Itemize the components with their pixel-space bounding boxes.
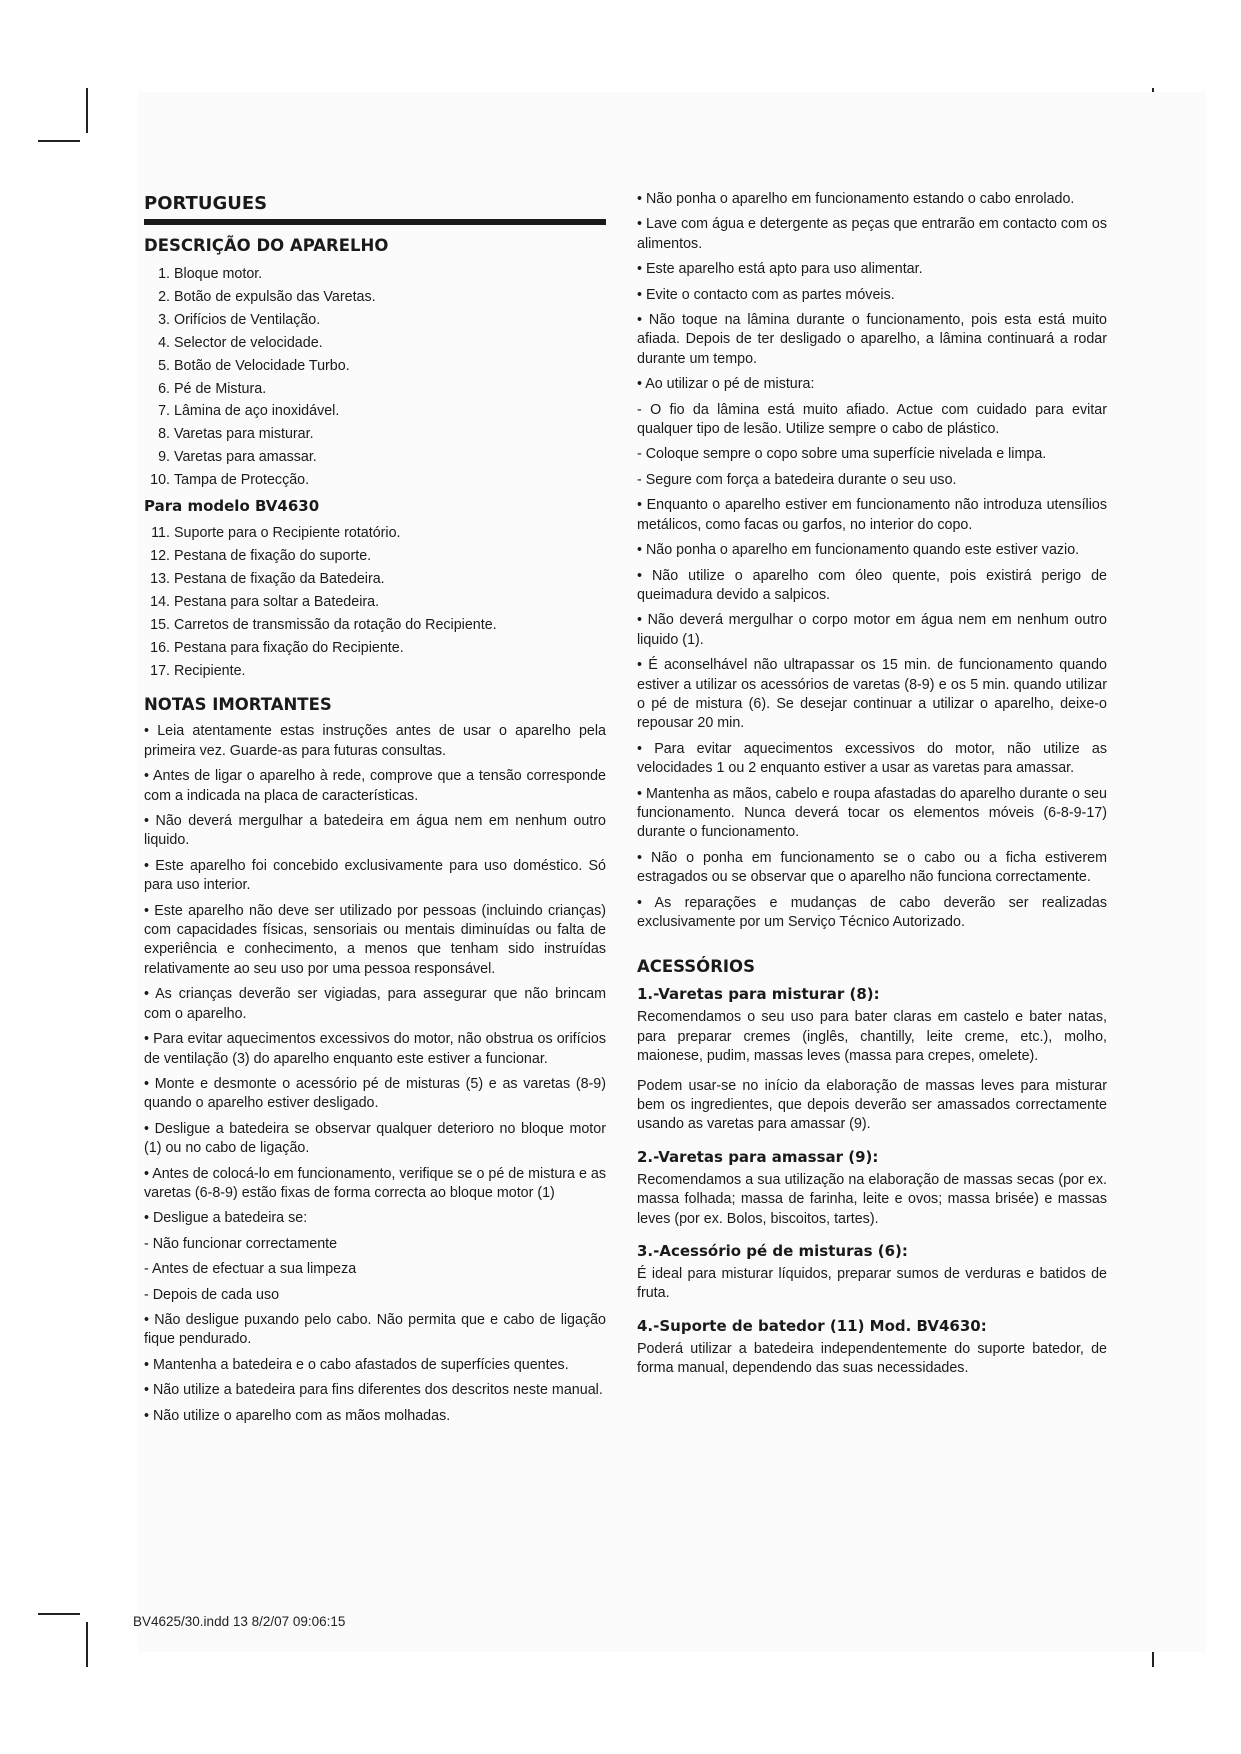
note-paragraph: • Não deverá mergulhar o corpo motor em água nem em nenhum outro liquido (1).	[637, 612, 1107, 648]
list-item	[144, 469, 606, 492]
crop-mark	[38, 1613, 80, 1615]
item-number: 17.	[150, 662, 170, 679]
list-item	[144, 286, 606, 309]
note-paragraph: • Não utilize o aparelho com óleo quente, pois existirá perigo de queimadura devido a salpicos.	[637, 567, 1107, 603]
note-paragraph: • É aconselhável não ultrapassar os 15 min. de funcionamento quando estiver a utilizar os acessórios de varetas (8-9) e os 5 min. quando utilizar o pé de mistura (6). Se desejar continuar a utilizar o aparelho, deixe-o repousar 20 min.	[637, 657, 1107, 732]
note-paragraph: • Não toque na lâmina durante o funcionamento, pois esta está muito afiada. Depois de ter desligado o aparelho, a lâmina continuará a rodar durante um tempo.	[637, 312, 1107, 367]
crop-mark	[86, 88, 88, 133]
model-parts-list	[144, 522, 606, 682]
item-text: Recipiente.	[174, 662, 246, 679]
accessories-heading: ACESSÓRIOS	[637, 957, 755, 977]
list-item	[144, 591, 606, 614]
right-column	[637, 190, 1107, 1385]
item-text: Pé de Mistura.	[174, 380, 267, 397]
list-item	[144, 378, 606, 401]
item-text: Carretos de transmissão da rotação do Recipiente.	[174, 616, 497, 633]
note-paragraph: • As reparações e mudanças de cabo deverão ser realizadas exclusivamente por um Serviço Técnico Autorizado.	[637, 894, 1107, 930]
note-paragraph: • Não o ponha em funcionamento se o cabo ou a ficha estiverem estragados ou se observar que o aparelho não funciona correctamente.	[637, 849, 1107, 886]
note-paragraph: • Evite o contacto com as partes móveis.	[637, 286, 895, 303]
item-text: Selector de velocidade.	[174, 334, 323, 351]
item-text: Suporte para o Recipiente rotatório.	[174, 525, 401, 542]
list-item	[144, 355, 606, 378]
notes-list	[144, 722, 606, 1426]
left-column	[144, 192, 606, 1432]
item-text: Orifícios de Ventilação.	[174, 311, 321, 328]
note-paragraph: • Antes de ligar o aparelho à rede, comprove que a tensão corresponde com a indicada na placa de características.	[144, 768, 606, 804]
item-text: Pestana para fixação do Recipiente.	[174, 639, 404, 656]
item-number: 4.	[158, 334, 170, 351]
list-item	[144, 637, 606, 660]
note-paragraph: • Leia atentamente estas instruções antes de usar o aparelho pela primeira vez. Guarde-as para futuras consultas.	[144, 723, 606, 759]
note-paragraph: • Lave com água e detergente as peças que entrarão em contacto com os alimentos.	[637, 216, 1107, 252]
note-paragraph: - Não funcionar correctamente	[144, 1235, 338, 1252]
notes-heading: NOTAS IMORTANTES	[144, 695, 332, 715]
note-paragraph: • Mantenha a batedeira e o cabo afastados de superfícies quentes.	[144, 1356, 569, 1373]
item-number: 10.	[150, 472, 170, 489]
item-text: Pestana de fixação da Batedeira.	[174, 570, 385, 587]
note-paragraph: • Ao utilizar o pé de mistura:	[637, 376, 815, 393]
item-text: Varetas para misturar.	[174, 426, 314, 443]
list-item	[144, 309, 606, 332]
note-paragraph: • As crianças deverão ser vigiadas, para assegurar que não brincam com o aparelho.	[144, 986, 606, 1022]
item-text: Pestana de fixação do suporte.	[174, 547, 372, 564]
note-paragraph: - Coloque sempre o copo sobre uma superfície nivelada e limpa.	[637, 446, 1047, 463]
note-paragraph: • Enquanto o aparelho estiver em funcionamento não introduza utensílios metálicos, como facas ou garfos, no interior do copo.	[637, 497, 1107, 533]
item-text: Tampa de Protecção.	[174, 472, 310, 489]
note-paragraph: • Não ponha o aparelho em funcionamento quando este estiver vazio.	[637, 542, 1080, 559]
item-number: 7.	[158, 403, 170, 420]
print-slug: BV4625/30.indd 13 8/2/07 09:06:15	[133, 1614, 346, 1629]
item-number: 1.	[158, 266, 170, 282]
note-paragraph: • Não ponha o aparelho em funcionamento estando o cabo enrolado.	[637, 191, 1075, 207]
note-paragraph: - O fio da lâmina está muito afiado. Actue com cuidado para evitar qualquer tipo de lesão. Utilize sempre o cabo de plástico.	[637, 401, 1107, 438]
list-item	[144, 263, 606, 286]
item-text: Botão de Velocidade Turbo.	[174, 357, 350, 374]
note-paragraph: - Segure com força a batedeira durante o seu uso.	[637, 471, 957, 488]
crop-mark	[86, 1622, 88, 1667]
accessory-3-heading: 3.-Acessório pé de misturas (6):	[637, 1242, 908, 1261]
note-paragraph: • Desligue a batedeira se:	[144, 1210, 308, 1227]
list-item	[144, 568, 606, 591]
item-number: 16.	[150, 639, 170, 656]
accessory-2-heading: 2.-Varetas para amassar (9):	[637, 1147, 879, 1166]
language-title: PORTUGUES	[144, 193, 268, 214]
item-text: Pestana para soltar a Batedeira.	[174, 593, 380, 610]
note-paragraph: • Desligue a batedeira se observar qualquer deterioro no bloque motor (1) ou no cabo de ligação.	[144, 1120, 606, 1157]
item-number: 15.	[150, 616, 170, 633]
note-paragraph: - Depois de cada uso	[144, 1286, 280, 1303]
item-text: Lâmina de aço inoxidável.	[174, 403, 340, 420]
note-paragraph: • Não deverá mergulhar a batedeira em água nem em nenhum outro liquido.	[144, 813, 606, 849]
item-number: 11.	[151, 525, 170, 542]
accessory-4-heading: 4.-Suporte de batedor (11) Mod. BV4630:	[637, 1316, 987, 1335]
list-item	[144, 522, 606, 545]
note-paragraph: • Este aparelho não deve ser utilizado por pessoas (incluindo crianças) com capacidades físicas, sensoriais ou mentais diminuídas ou falta de experiência e conhecimento, a menos que tenham sido instruídas relativamente ao seu uso por uma pessoa responsável.	[144, 902, 606, 977]
accessory-1-text: Recomendamos o seu uso para bater claras em castelo e bater natas, para preparar cremes (inglês, chantilly, leite creme, etc.), molho, maionese, pudim, massas leves (massa para crepes, omelete).	[637, 1009, 1107, 1065]
item-number: 5.	[158, 357, 170, 374]
note-paragraph: • Mantenha as mãos, cabelo e roupa afastadas do aparelho durante o seu funcionamento. Nunca deverá tocar os elementos móveis (6-8-9-17) durante o funcionamento.	[637, 785, 1107, 841]
list-item	[144, 423, 606, 446]
notes-list-continued	[637, 190, 1107, 932]
note-paragraph: • Não utilize o aparelho com as mãos molhadas.	[144, 1407, 451, 1424]
model-heading: Para modelo BV4630	[144, 497, 320, 516]
accessory-3-text: É ideal para misturar líquidos, preparar sumos de verduras e batidos de fruta.	[637, 1266, 1107, 1302]
title-rule	[144, 219, 606, 225]
item-text: Varetas para amassar.	[174, 449, 317, 466]
item-number: 2.	[158, 288, 170, 305]
parts-list	[144, 263, 606, 492]
list-item	[144, 545, 606, 568]
note-paragraph: • Este aparelho está apto para uso alimentar.	[637, 261, 923, 278]
list-item	[144, 660, 606, 683]
item-number: 9.	[158, 449, 170, 466]
note-paragraph: • Monte e desmonte o acessório pé de misturas (5) e as varetas (8-9) quando o aparelho estiver desligado.	[144, 1075, 606, 1112]
note-paragraph: • Para evitar aquecimentos excessivos do motor, não obstrua os orifícios de ventilação (3) do aparelho enquanto este estiver a funcionar.	[144, 1031, 606, 1067]
note-paragraph: • Antes de colocá-lo em funcionamento, verifique se o pé de mistura e as varetas (6-8-9) estão fixas de forma correcta ao bloque motor (1)	[144, 1165, 606, 1201]
item-number: 12.	[150, 547, 170, 564]
accessory-4-text: Poderá utilizar a batedeira independentemente do suporte batedor, de forma manual, dependendo das suas necessidades.	[637, 1340, 1107, 1377]
list-item	[144, 332, 606, 355]
item-number: 6.	[158, 380, 170, 397]
list-item	[144, 446, 606, 469]
note-paragraph: • Não desligue puxando pelo cabo. Não permita que e cabo de ligação fique pendurado.	[144, 1311, 606, 1348]
note-paragraph: • Este aparelho foi concebido exclusivamente para uso doméstico. Só para uso interior.	[144, 857, 606, 894]
crop-mark	[38, 140, 80, 142]
note-paragraph: - Antes de efectuar a sua limpeza	[144, 1261, 357, 1278]
accessory-1-text-2: Podem usar-se no início da elaboração de massas leves para misturar bem os ingredientes, que depois deverão ser amassados correctamente usando as varetas para amassar (9).	[637, 1077, 1107, 1133]
item-number: 8.	[158, 426, 170, 443]
item-number: 3.	[158, 311, 170, 328]
item-number: 13.	[150, 570, 170, 587]
list-item	[144, 614, 606, 637]
item-text: Bloque motor.	[174, 266, 263, 282]
note-paragraph: • Não utilize a batedeira para fins diferentes dos descritos neste manual.	[144, 1382, 603, 1399]
accessory-1-heading: 1.-Varetas para misturar (8):	[637, 985, 880, 1004]
item-number: 14.	[150, 593, 170, 610]
accessory-2-text: Recomendamos a sua utilização na elaboração de massas secas (por ex. massa folhada; massa de farinha, leite e ovos; massa brisée) e massas leves (por ex. Bolos, biscoitos, tartes).	[637, 1171, 1107, 1227]
description-heading: DESCRIÇÃO DO APARELHO	[144, 236, 389, 255]
note-paragraph: • Para evitar aquecimentos excessivos do motor, não utilize as velocidades 1 ou 2 enquanto estiver a usar as varetas para amassar.	[637, 740, 1107, 777]
list-item	[144, 400, 606, 423]
item-text: Botão de expulsão das Varetas.	[174, 288, 376, 305]
